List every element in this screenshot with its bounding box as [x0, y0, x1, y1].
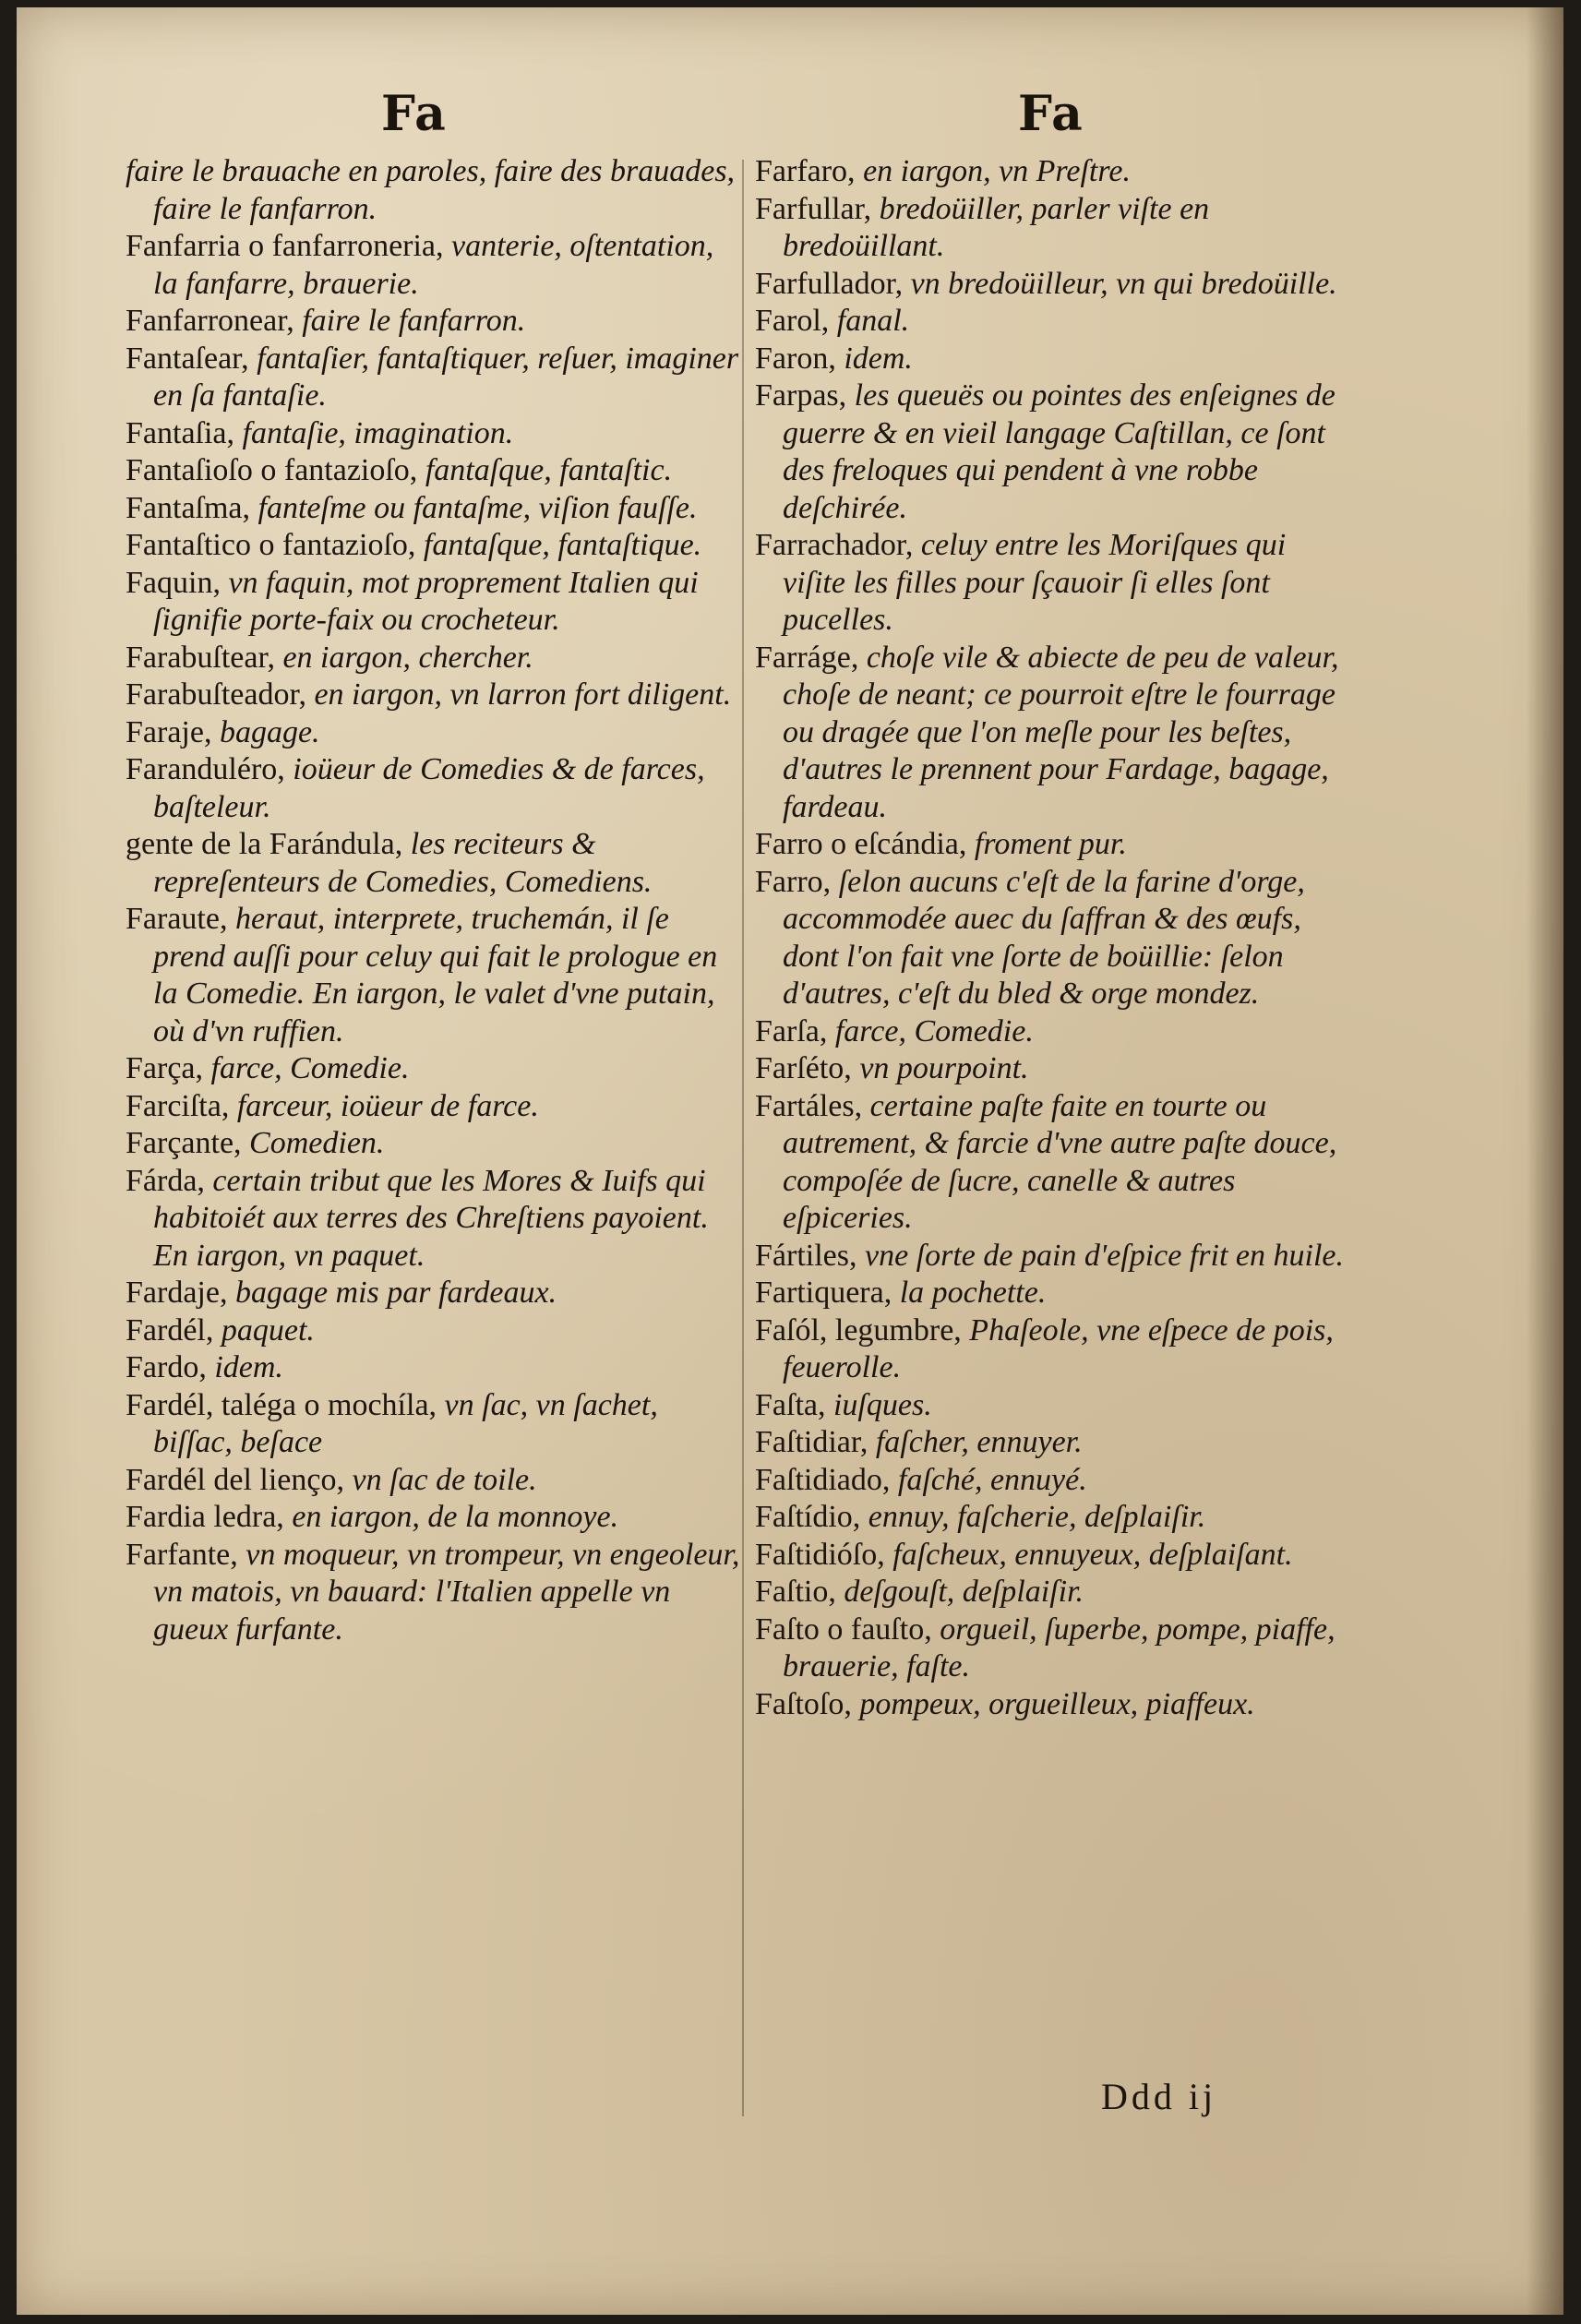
dictionary-entry: [755, 864, 1355, 1013]
page-gutter-shadow: [1527, 7, 1563, 2315]
dictionary-entry: [755, 1574, 1355, 1611]
dictionary-entry: [126, 1312, 744, 1350]
entry-headword: Farpas,: [755, 378, 847, 413]
entry-headword: Fantaſear,: [126, 341, 249, 376]
entry-definition: idem.: [844, 341, 913, 376]
entry-headword: Fartiquera,: [755, 1276, 892, 1310]
entry-headword: Farfante,: [126, 1537, 238, 1572]
entry-headword: Faraute,: [126, 902, 228, 936]
entry-definition: la pochette.: [899, 1276, 1047, 1310]
dictionary-entry: [126, 303, 744, 341]
dictionary-entry: [126, 1125, 744, 1163]
entry-definition: vn ſac, vn ſachet, biſſac, beſace: [153, 1387, 658, 1459]
entry-definition: idem.: [214, 1350, 283, 1384]
entry-headword: Farol,: [755, 304, 830, 338]
right-column: [755, 153, 1355, 1723]
entry-definition: bagage.: [219, 714, 320, 749]
entry-headword: Fárda,: [126, 1163, 205, 1198]
entry-headword: Farſa,: [755, 1013, 828, 1048]
entry-headword: Fantaſia,: [126, 415, 235, 450]
dictionary-entry: [755, 377, 1355, 527]
entry-definition: certaine paſte faite en tourte ou autrement, & farcie d'vne autre paſte douce, compoſée de ſucre, canelle & autres eſpiceries.: [783, 1088, 1337, 1235]
entry-definition: vn ſac de toile.: [352, 1462, 537, 1497]
entry-definition: farce, Comedie.: [834, 1013, 1034, 1048]
dictionary-entry: [126, 1387, 744, 1462]
dictionary-entry: [126, 1537, 744, 1649]
entry-headword: Faſtidióſo,: [755, 1537, 885, 1572]
entry-definition: fantaſier, fantaſtiquer, reſuer, imaginer en ſa fantaſie.: [153, 341, 739, 413]
dictionary-entry: [755, 826, 1355, 864]
entry-definition: les queuës ou pointes des enſeignes de guerre & en vieil langage Caſtillan, ce ſont des freloques qui pendent à vne robbe deſchirée.: [783, 378, 1335, 525]
dictionary-entry: [126, 153, 744, 228]
entry-definition: faſché, ennuyé.: [897, 1462, 1087, 1497]
entry-headword: Fantaſioſo o fantazioſo,: [126, 453, 418, 487]
entry-definition: ioüeur de Comedies & de farces, baſteleur.: [153, 752, 705, 824]
dictionary-entry: [126, 640, 744, 677]
entry-definition: ennuy, faſcherie, deſplaiſir.: [868, 1500, 1206, 1534]
entry-headword: Faſtidiar,: [755, 1425, 868, 1459]
entry-definition: pompeux, orgueilleux, piaffeux.: [859, 1686, 1255, 1721]
dictionary-entry: [755, 1611, 1355, 1686]
dictionary-entry: [755, 1537, 1355, 1575]
dictionary-entry: [126, 490, 744, 528]
entry-definition: vn pourpoint.: [859, 1051, 1029, 1085]
entry-headword: Farro,: [755, 864, 832, 899]
entry-headword: Faſta,: [755, 1387, 826, 1422]
entry-definition: vn faquin, mot proprement Italien qui ſignifie porte-faix ou crocheteur.: [153, 565, 699, 637]
entry-definition: en iargon, chercher.: [282, 640, 533, 675]
entry-definition: en iargon, vn larron fort diligent.: [314, 677, 732, 712]
entry-definition: fanal.: [836, 304, 910, 338]
entry-definition: paquet.: [221, 1312, 315, 1348]
entry-definition: fanteſme ou fantaſme, viſion fauſſe.: [258, 490, 698, 525]
entry-headword: Farçante,: [126, 1126, 242, 1160]
dictionary-entry: [755, 153, 1355, 191]
entry-headword: Faſto o fauſto,: [755, 1611, 932, 1647]
entry-definition: vn bredoüilleur, vn qui bredoüille.: [910, 266, 1337, 301]
entry-headword: Fártiles,: [755, 1238, 857, 1273]
entry-definition: Phaſeole, vne eſpece de pois, feuerolle.: [783, 1312, 1334, 1384]
dictionary-entry: [126, 826, 744, 901]
dictionary-entry: [126, 415, 744, 453]
running-header-right: Fa: [1018, 86, 1084, 142]
dictionary-entry: [755, 1312, 1355, 1387]
entry-definition: vne ſorte de pain d'eſpice frit en huile.: [864, 1238, 1344, 1273]
entry-headword: Faſól, legumbre,: [755, 1312, 962, 1348]
entry-headword: Farabuſteador,: [126, 677, 306, 712]
entry-headword: Farro o eſcándia,: [755, 827, 967, 861]
entry-definition: bagage mis par fardeaux.: [234, 1276, 557, 1310]
entry-definition: faſcher, ennuyer.: [875, 1425, 1083, 1459]
entry-headword: gente de la Farándula,: [126, 827, 403, 861]
entry-definition: deſgouſt, deſplaiſir.: [844, 1575, 1084, 1609]
entry-definition: heraut, interprete, truchemán, il ſe prend auſſi pour celuy qui fait le prologue en la Comedie. En iargon, le valet d'vne putain, où d'vn ruffien.: [153, 902, 718, 1048]
dictionary-entry: [126, 1088, 744, 1126]
entry-headword: Fardaje,: [126, 1276, 228, 1310]
entry-definition: faire le fanfarron.: [302, 304, 526, 338]
entry-headword: Farráge,: [755, 640, 859, 675]
entry-headword: Faranduléro,: [126, 752, 285, 786]
dictionary-entry: [755, 266, 1355, 304]
book-page: [17, 7, 1563, 2315]
running-header-left: Fa: [381, 86, 448, 142]
dictionary-entry: [755, 1387, 1355, 1425]
dictionary-entry: [755, 1050, 1355, 1088]
dictionary-entry: [755, 1238, 1355, 1276]
dictionary-entry: [755, 191, 1355, 266]
dictionary-entry: [755, 303, 1355, 341]
entry-headword: Farrachador,: [755, 528, 914, 562]
entry-definition: froment pur.: [974, 827, 1127, 861]
entry-definition: vn moqueur, vn trompeur, vn engeoleur, vn matois, vn bauard: l'Italien appelle vn gueux furfante.: [153, 1537, 740, 1647]
entry-headword: Fardo,: [126, 1350, 207, 1384]
entry-definition: faire le brauache en paroles, faire des brauades, faire le fanfarron.: [126, 154, 736, 226]
entry-definition: choſe vile & abiecte de peu de valeur, choſe de neant; ce pourroit eſtre le fourrage ou dragée que l'on meſle pour les beſtes, d'autres le prennent pour Fardage, bagage, fardeau.: [783, 640, 1339, 824]
dictionary-entry: [126, 714, 744, 752]
entry-headword: Farfaro,: [755, 154, 856, 188]
entry-headword: Farfullador,: [755, 266, 904, 301]
dictionary-entry: [126, 565, 744, 640]
entry-definition: fantaſque, fantaſtic.: [425, 453, 673, 487]
entry-headword: Fantaſma,: [126, 490, 251, 525]
entry-headword: Faſtídio,: [755, 1500, 861, 1534]
entry-headword: Fantaſtico o fantazioſo,: [126, 528, 416, 562]
entry-headword: Fardél del lienço,: [126, 1462, 344, 1497]
entry-definition: les reciteurs & repreſenteurs de Comedies, Comediens.: [153, 827, 653, 899]
entry-headword: Farciſta,: [126, 1088, 230, 1123]
entry-headword: Faſtidiado,: [755, 1462, 891, 1497]
entry-headword: Faſtio,: [755, 1575, 836, 1609]
entry-definition: orgueil, ſuperbe, pompe, piaffe, brauerie, faſte.: [783, 1611, 1335, 1683]
dictionary-entry: [126, 1349, 744, 1387]
dictionary-entry: [126, 1163, 744, 1276]
dictionary-entry: [126, 1462, 744, 1500]
entry-headword: Fardél,: [126, 1312, 214, 1348]
dictionary-entry: [126, 341, 744, 415]
entry-headword: Fardia ledra,: [126, 1500, 284, 1534]
entry-headword: Fanfarria o fanfarroneria,: [126, 229, 444, 263]
dictionary-entry: [126, 677, 744, 714]
entry-definition: celuy entre les Moriſques qui viſite les filles pour ſçauoir ſi elles ſont pucelles.: [783, 528, 1287, 637]
entry-definition: iuſques.: [832, 1387, 932, 1422]
entry-definition: Comedien.: [249, 1126, 385, 1160]
entry-definition: vanterie, oſtentation, la fanfarre, brauerie.: [153, 229, 714, 301]
dictionary-entry: [755, 1462, 1355, 1500]
entry-definition: en iargon, vn Preſtre.: [863, 154, 1131, 188]
dictionary-entry: [126, 751, 744, 826]
entry-definition: ſelon aucuns c'eſt de la farine d'orge, accommodée auec du ſaffran & des œufs, dont l'on fait vne ſorte de boüillie: ſelon d'autres, c'eſt du bled & orge mondez.: [783, 864, 1305, 1011]
entry-definition: farce, Comedie.: [210, 1051, 410, 1085]
entry-definition: fantaſque, fantaſtique.: [423, 528, 702, 562]
dictionary-entry: [755, 1013, 1355, 1051]
dictionary-entry: [755, 640, 1355, 827]
dictionary-entry: [755, 527, 1355, 640]
entry-definition: certain tribut que les Mores & Iuifs qui habitoiét aux terres des Chreſtiens payoient. En iargon, vn paquet.: [153, 1163, 709, 1273]
entry-headword: Fartáles,: [755, 1088, 863, 1123]
entry-definition: fantaſie, imagination.: [242, 415, 514, 450]
entry-headword: Farabuſtear,: [126, 640, 275, 675]
dictionary-entry: [755, 1275, 1355, 1312]
entry-definition: bredoüiller, parler viſte en bredoüillant.: [783, 191, 1210, 263]
dictionary-entry: [126, 1499, 744, 1537]
dictionary-entry: [126, 228, 744, 303]
dictionary-entry: [126, 901, 744, 1050]
entry-headword: Farça,: [126, 1051, 204, 1085]
entry-definition: en iargon, de la monnoye.: [292, 1500, 619, 1534]
entry-headword: Farſéto,: [755, 1051, 852, 1085]
dictionary-entry: [755, 341, 1355, 378]
entry-headword: Faron,: [755, 341, 836, 376]
dictionary-entry: [126, 1275, 744, 1312]
dictionary-entry: [126, 1050, 744, 1088]
entry-headword: Faquin,: [126, 565, 221, 600]
entry-headword: Fardél, taléga o mochíla,: [126, 1387, 437, 1422]
dictionary-entry: [126, 527, 744, 565]
entry-headword: Faraje,: [126, 714, 212, 749]
dictionary-entry: [755, 1499, 1355, 1537]
entry-headword: Fanfarronear,: [126, 304, 294, 338]
signature-mark: Ddd ij: [1101, 2076, 1217, 2117]
column-divider: [742, 160, 744, 2116]
dictionary-entry: [755, 1686, 1355, 1724]
entry-definition: faſcheux, ennuyeux, deſplaiſant.: [892, 1537, 1293, 1572]
entry-headword: Farfullar,: [755, 191, 872, 226]
entry-headword: Faſtoſo,: [755, 1686, 852, 1721]
dictionary-entry: [755, 1424, 1355, 1462]
entry-definition: farceur, ioüeur de farce.: [236, 1088, 539, 1123]
left-column: [126, 153, 744, 1648]
dictionary-entry: [755, 1088, 1355, 1238]
dictionary-entry: [126, 452, 744, 490]
